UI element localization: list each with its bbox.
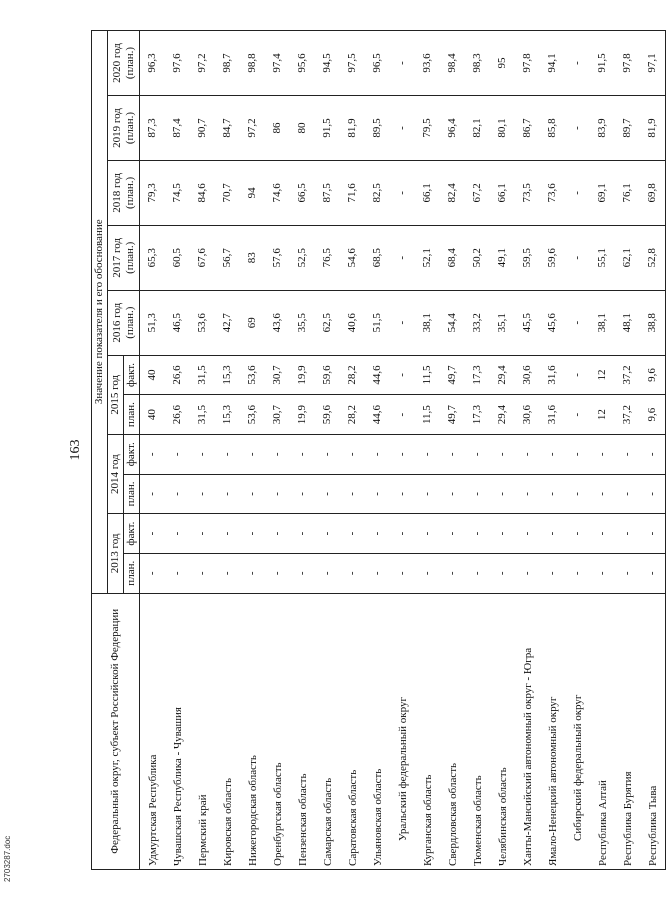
value-cell: -: [515, 474, 540, 514]
value-cell: -: [265, 474, 290, 514]
value-cell: 69,1: [590, 160, 615, 225]
value-cell: 40: [140, 395, 166, 435]
value-cell: 49,7: [440, 395, 465, 435]
value-cell: -: [265, 553, 290, 593]
value-cell: -: [340, 514, 365, 554]
value-cell: 82,4: [440, 160, 465, 225]
region-name: Республика Тыва: [640, 593, 666, 869]
region-name: Пензенская область: [290, 593, 315, 869]
value-cell: -: [140, 514, 166, 554]
value-cell: 40,6: [340, 290, 365, 355]
value-cell: -: [590, 434, 615, 474]
table-row: [315, 31, 340, 870]
rotated-page-content: [65, 30, 659, 870]
region-name: Свердловская область: [440, 593, 465, 869]
value-cell: 76,5: [315, 225, 340, 290]
value-cell: 79,3: [140, 160, 166, 225]
value-cell: 31,6: [540, 395, 565, 435]
value-cell: 69,8: [640, 160, 666, 225]
value-cell: 42,7: [215, 290, 240, 355]
value-cell: 87,3: [140, 96, 166, 161]
region-name: Самарская область: [315, 593, 340, 869]
value-cell: -: [415, 553, 440, 593]
value-cell: 87,4: [165, 96, 190, 161]
subheader-cell: факт.: [124, 355, 140, 395]
value-cell: 40: [140, 355, 166, 395]
value-cell: 98,7: [215, 31, 240, 96]
value-cell: 38,1: [415, 290, 440, 355]
value-cell: 97,4: [265, 31, 290, 96]
value-cell: -: [215, 553, 240, 593]
value-cell: 80: [290, 96, 315, 161]
year-header: 2019 год (план.): [108, 96, 140, 161]
value-cell: 11,5: [415, 395, 440, 435]
value-cell: -: [390, 434, 415, 474]
value-cell: 66,5: [290, 160, 315, 225]
value-cell: -: [615, 434, 640, 474]
value-cell: 97,2: [240, 96, 265, 161]
value-cell: 67,6: [190, 225, 215, 290]
value-cell: 90,7: [190, 96, 215, 161]
district-row: [565, 31, 590, 870]
value-cell: 82,1: [465, 96, 490, 161]
table-row: [515, 31, 540, 870]
value-cell: 17,3: [465, 355, 490, 395]
value-cell: 38,8: [640, 290, 666, 355]
value-cell: 86,7: [515, 96, 540, 161]
value-cell: 9,6: [640, 355, 666, 395]
value-cell: 74,6: [265, 160, 290, 225]
value-cell: -: [390, 514, 415, 554]
value-cell: 73,6: [540, 160, 565, 225]
region-name: Уральский федеральный округ: [390, 593, 415, 869]
value-cell: 26,6: [165, 355, 190, 395]
value-cell: 45,5: [515, 290, 540, 355]
value-cell: -: [490, 514, 515, 554]
value-cell: 94,5: [315, 31, 340, 96]
value-cell: 44,6: [365, 355, 390, 395]
value-cell: 67,2: [465, 160, 490, 225]
value-cell: 91,5: [315, 96, 340, 161]
value-cell: 35,1: [490, 290, 515, 355]
footer-code: 2703287.doc: [3, 835, 12, 882]
value-cell: 79,5: [415, 96, 440, 161]
value-cell: -: [265, 434, 290, 474]
value-cell: -: [565, 474, 590, 514]
value-cell: 80,1: [490, 96, 515, 161]
value-cell: -: [240, 514, 265, 554]
value-cell: -: [440, 553, 465, 593]
table-row: [590, 31, 615, 870]
value-cell: 43,6: [265, 290, 290, 355]
value-cell: -: [290, 434, 315, 474]
value-cell: -: [190, 434, 215, 474]
value-cell: -: [565, 225, 590, 290]
value-cell: -: [615, 474, 640, 514]
value-cell: 91,5: [590, 31, 615, 96]
region-name: Республика Бурятия: [615, 593, 640, 869]
value-cell: -: [565, 514, 590, 554]
value-cell: -: [315, 553, 340, 593]
value-cell: 94: [240, 160, 265, 225]
value-cell: -: [190, 553, 215, 593]
value-cell: -: [140, 434, 166, 474]
value-cell: -: [515, 553, 540, 593]
value-cell: -: [540, 514, 565, 554]
value-cell: 12: [590, 355, 615, 395]
value-cell: 81,9: [640, 96, 666, 161]
value-cell: 98,8: [240, 31, 265, 96]
value-cell: 62,5: [315, 290, 340, 355]
value-cell: -: [365, 434, 390, 474]
value-cell: -: [415, 434, 440, 474]
value-cell: -: [565, 434, 590, 474]
value-cell: -: [515, 434, 540, 474]
value-cell: -: [465, 474, 490, 514]
value-cell: -: [315, 474, 340, 514]
value-cell: -: [590, 553, 615, 593]
value-cell: -: [215, 474, 240, 514]
region-name: Удмуртская Республика: [140, 593, 166, 869]
value-cell: -: [215, 434, 240, 474]
value-cell: 98,3: [465, 31, 490, 96]
region-name: Ульяновская область: [365, 593, 390, 869]
value-cell: -: [390, 96, 415, 161]
value-cell: 76,1: [615, 160, 640, 225]
value-cell: -: [565, 96, 590, 161]
value-cell: 56,7: [215, 225, 240, 290]
value-cell: 48,1: [615, 290, 640, 355]
value-cell: 59,6: [315, 395, 340, 435]
value-cell: 66,1: [490, 160, 515, 225]
value-cell: 53,6: [240, 355, 265, 395]
value-cell: -: [240, 434, 265, 474]
value-cell: -: [340, 474, 365, 514]
table-row: [165, 31, 190, 870]
value-cell: 97,5: [340, 31, 365, 96]
year-header: 2016 год (план.): [108, 290, 140, 355]
value-cell: 37,2: [615, 395, 640, 435]
value-cell: -: [365, 514, 390, 554]
year-header: 2020 год (план.): [108, 31, 140, 96]
region-name: Челябинская область: [490, 593, 515, 869]
value-cell: 65,3: [140, 225, 166, 290]
district-row: [390, 31, 415, 870]
value-cell: 62,1: [615, 225, 640, 290]
value-cell: -: [565, 290, 590, 355]
value-cell: 52,5: [290, 225, 315, 290]
region-name: Кировская область: [215, 593, 240, 869]
value-cell: -: [465, 434, 490, 474]
value-cell: -: [290, 514, 315, 554]
value-cell: 31,5: [190, 355, 215, 395]
value-cell: 89,7: [615, 96, 640, 161]
value-cell: 59,6: [315, 355, 340, 395]
year-header: 2013 год: [108, 514, 124, 593]
value-cell: -: [340, 553, 365, 593]
value-cell: -: [215, 514, 240, 554]
value-cell: 81,9: [340, 96, 365, 161]
value-cell: -: [165, 434, 190, 474]
value-cell: -: [240, 553, 265, 593]
region-name: Чувашская Республика - Чувашия: [165, 593, 190, 869]
value-cell: 9,6: [640, 395, 666, 435]
value-cell: 17,3: [465, 395, 490, 435]
value-cell: 11,5: [415, 355, 440, 395]
value-cell: -: [465, 553, 490, 593]
value-cell: 52,8: [640, 225, 666, 290]
value-cell: 66,1: [415, 160, 440, 225]
value-cell: -: [590, 474, 615, 514]
value-cell: -: [390, 474, 415, 514]
region-name: Республика Алтай: [590, 593, 615, 869]
value-cell: 45,6: [540, 290, 565, 355]
value-cell: 87,5: [315, 160, 340, 225]
value-cell: 97,1: [640, 31, 666, 96]
value-cell: -: [290, 474, 315, 514]
value-cell: 35,5: [290, 290, 315, 355]
value-cell: 95,6: [290, 31, 315, 96]
value-cell: -: [315, 434, 340, 474]
value-cell: 96,3: [140, 31, 166, 96]
table-row: [615, 31, 640, 870]
value-cell: 30,6: [515, 355, 540, 395]
subheader-cell: план.: [124, 553, 140, 593]
value-cell: 53,6: [240, 395, 265, 435]
region-name: Ханты-Мансийский автономный округ - Югра: [515, 593, 540, 869]
value-cell: -: [165, 474, 190, 514]
indicator-table: [91, 30, 666, 870]
value-cell: -: [565, 553, 590, 593]
value-cell: 29,4: [490, 355, 515, 395]
value-cell: 12: [590, 395, 615, 435]
value-cell: -: [390, 395, 415, 435]
value-cell: 49,1: [490, 225, 515, 290]
value-cell: -: [490, 474, 515, 514]
subheader-cell: план.: [124, 474, 140, 514]
value-cell: 96,4: [440, 96, 465, 161]
region-name: Сибирский федеральный округ: [565, 593, 590, 869]
table-row: [440, 31, 465, 870]
value-cell: -: [640, 434, 666, 474]
value-cell: 68,4: [440, 225, 465, 290]
value-cell: 46,5: [165, 290, 190, 355]
year-header: 2014 год: [108, 434, 124, 513]
value-cell: 70,7: [215, 160, 240, 225]
table-row: [365, 31, 390, 870]
value-cell: 73,5: [515, 160, 540, 225]
value-cell: 30,7: [265, 395, 290, 435]
value-cell: -: [165, 514, 190, 554]
value-cell: 30,7: [265, 355, 290, 395]
value-cell: 59,5: [515, 225, 540, 290]
region-name: Нижегородская область: [240, 593, 265, 869]
value-cell: -: [490, 434, 515, 474]
value-cell: -: [465, 514, 490, 554]
value-cell: 37,2: [615, 355, 640, 395]
value-cell: -: [390, 553, 415, 593]
value-cell: 26,6: [165, 395, 190, 435]
value-cell: -: [390, 355, 415, 395]
value-cell: 85,8: [540, 96, 565, 161]
value-cell: 54,6: [340, 225, 365, 290]
value-cell: -: [565, 355, 590, 395]
value-cell: 82,5: [365, 160, 390, 225]
value-cell: 74,5: [165, 160, 190, 225]
table-row: [265, 31, 290, 870]
value-cell: 54,4: [440, 290, 465, 355]
value-cell: 52,1: [415, 225, 440, 290]
value-cell: 96,5: [365, 31, 390, 96]
region-name: Пермский край: [190, 593, 215, 869]
value-cell: -: [565, 395, 590, 435]
region-name: Курганская область: [415, 593, 440, 869]
value-cell: -: [440, 474, 465, 514]
value-cell: 71,6: [340, 160, 365, 225]
region-column-header: Федеральный округ, субъект Российской Федерации: [92, 593, 140, 869]
value-cell: 51,5: [365, 290, 390, 355]
value-cell: 28,2: [340, 355, 365, 395]
region-name: Ямало-Ненецкий автономный округ: [540, 593, 565, 869]
value-cell: 94,1: [540, 31, 565, 96]
table-body: [140, 31, 666, 870]
value-cell: -: [640, 474, 666, 514]
table-row: [415, 31, 440, 870]
value-cell: 55,1: [590, 225, 615, 290]
value-cell: -: [365, 553, 390, 593]
subheader-cell: план.: [124, 395, 140, 435]
value-cell: 44,6: [365, 395, 390, 435]
region-name: Тюменская область: [465, 593, 490, 869]
value-cell: 97,6: [165, 31, 190, 96]
value-cell: 59,6: [540, 225, 565, 290]
value-cell: 84,6: [190, 160, 215, 225]
value-cell: 86: [265, 96, 290, 161]
table-row: [290, 31, 315, 870]
value-cell: 60,5: [165, 225, 190, 290]
value-cell: -: [140, 474, 166, 514]
value-cell: 31,6: [540, 355, 565, 395]
table-row: [340, 31, 365, 870]
subheader-cell: факт.: [124, 514, 140, 554]
value-cell: 19,9: [290, 355, 315, 395]
value-cell: -: [615, 553, 640, 593]
value-cell: 84,7: [215, 96, 240, 161]
value-cell: -: [540, 434, 565, 474]
value-cell: -: [240, 474, 265, 514]
value-cell: 31,5: [190, 395, 215, 435]
value-cell: 51,3: [140, 290, 166, 355]
value-cell: -: [640, 514, 666, 554]
region-name: Саратовская область: [340, 593, 365, 869]
table-row: [190, 31, 215, 870]
table-row: [540, 31, 565, 870]
value-cell: -: [565, 31, 590, 96]
table-row: [490, 31, 515, 870]
value-cell: 33,2: [465, 290, 490, 355]
year-header: 2017 год (план.): [108, 225, 140, 290]
value-cell: -: [390, 160, 415, 225]
value-cell: -: [315, 514, 340, 554]
value-cell: 29,4: [490, 395, 515, 435]
table-row: [240, 31, 265, 870]
value-cell: 15,3: [215, 355, 240, 395]
value-cell: 83: [240, 225, 265, 290]
value-cell: -: [390, 225, 415, 290]
value-cell: -: [440, 434, 465, 474]
value-cell: -: [590, 514, 615, 554]
value-cell: -: [390, 290, 415, 355]
value-cell: -: [265, 514, 290, 554]
value-cell: -: [640, 553, 666, 593]
group-header: Значение показателя и его обоснование: [92, 31, 108, 594]
value-cell: -: [390, 31, 415, 96]
value-cell: 98,4: [440, 31, 465, 96]
value-cell: -: [140, 553, 166, 593]
value-cell: 15,3: [215, 395, 240, 435]
value-cell: 68,5: [365, 225, 390, 290]
value-cell: -: [515, 514, 540, 554]
region-name: Оренбургская область: [265, 593, 290, 869]
value-cell: -: [190, 514, 215, 554]
value-cell: -: [165, 553, 190, 593]
value-cell: 30,6: [515, 395, 540, 435]
value-cell: -: [565, 160, 590, 225]
value-cell: 38,1: [590, 290, 615, 355]
value-cell: 83,9: [590, 96, 615, 161]
value-cell: -: [190, 474, 215, 514]
value-cell: 97,2: [190, 31, 215, 96]
value-cell: 97,8: [615, 31, 640, 96]
subheader-cell: факт.: [124, 434, 140, 474]
value-cell: -: [615, 514, 640, 554]
page-number: 163: [68, 439, 83, 461]
value-cell: 97,8: [515, 31, 540, 96]
value-cell: 57,6: [265, 225, 290, 290]
table-row: [140, 31, 166, 870]
value-cell: -: [490, 553, 515, 593]
value-cell: -: [540, 474, 565, 514]
value-cell: 89,5: [365, 96, 390, 161]
value-cell: 19,9: [290, 395, 315, 435]
value-cell: 95: [490, 31, 515, 96]
table-row: [215, 31, 240, 870]
year-header: 2018 год (план.): [108, 160, 140, 225]
value-cell: 28,2: [340, 395, 365, 435]
value-cell: 69: [240, 290, 265, 355]
value-cell: -: [415, 474, 440, 514]
year-header: 2015 год: [108, 355, 124, 434]
value-cell: 49,7: [440, 355, 465, 395]
value-cell: -: [440, 514, 465, 554]
value-cell: -: [415, 514, 440, 554]
value-cell: 50,2: [465, 225, 490, 290]
value-cell: -: [340, 434, 365, 474]
value-cell: -: [290, 553, 315, 593]
value-cell: -: [365, 474, 390, 514]
value-cell: 93,6: [415, 31, 440, 96]
table-row: [465, 31, 490, 870]
value-cell: -: [540, 553, 565, 593]
table-row: [640, 31, 666, 870]
value-cell: 53,6: [190, 290, 215, 355]
